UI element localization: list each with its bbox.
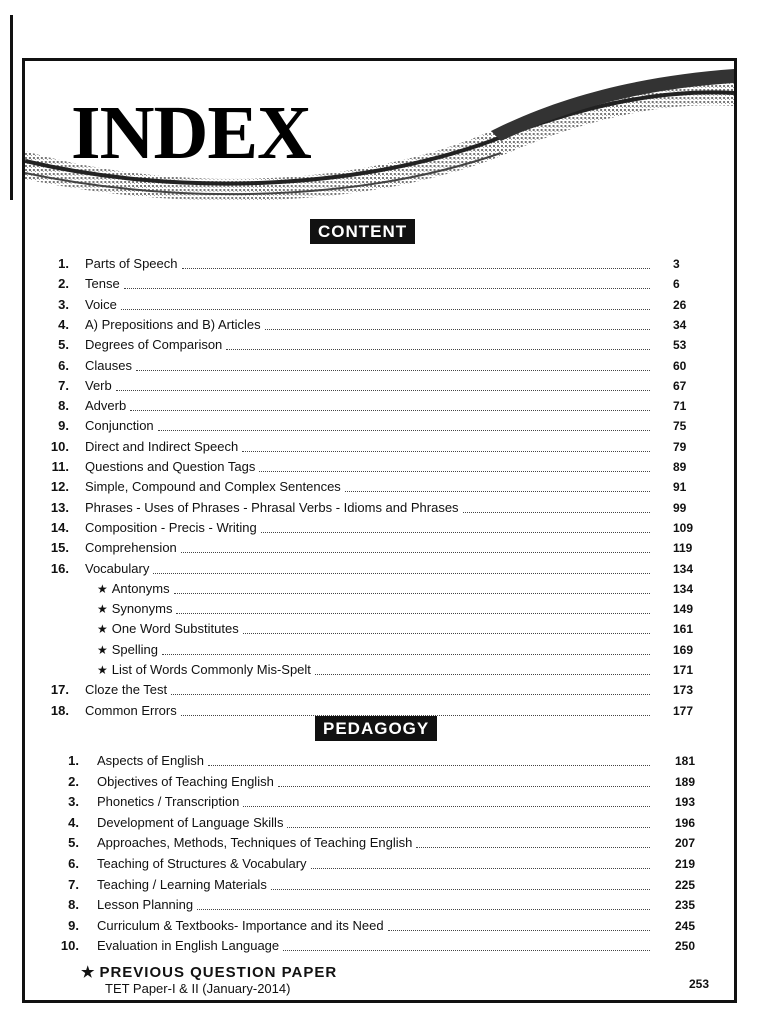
- index-entry: [25, 772, 734, 792]
- entry-label-text: Curriculum & Textbooks- Importance and its Need: [97, 917, 384, 933]
- entry-page-number: 189: [675, 774, 696, 789]
- entry-number: 10.: [50, 438, 69, 454]
- entry-label: [97, 640, 158, 660]
- entry-page-number: 6: [673, 277, 680, 292]
- star-icon: ★: [97, 602, 108, 617]
- entry-label: [97, 813, 283, 833]
- entry-label: [85, 477, 341, 497]
- index-entry: [25, 274, 734, 294]
- index-entry: [25, 833, 734, 853]
- leader-dots: [176, 613, 650, 614]
- entry-label-text: Cloze the Test: [85, 682, 168, 698]
- leader-dots: [259, 471, 650, 472]
- entry-page-number: 149: [673, 602, 694, 617]
- leader-dots: [315, 674, 650, 675]
- index-entry: [25, 875, 734, 895]
- entry-page-number: 89: [673, 460, 687, 474]
- entry-number: 5.: [68, 835, 79, 851]
- entry-label-text: Teaching of Structures & Vocabulary: [97, 856, 307, 871]
- index-entry: [25, 315, 734, 335]
- entry-label: [97, 854, 307, 874]
- star-icon: ★: [81, 964, 96, 981]
- entry-label: [85, 498, 459, 518]
- entry-number: 1.: [68, 753, 79, 768]
- entry-label: [85, 254, 178, 274]
- index-entry: [25, 895, 734, 915]
- entry-label-text: Phrases - Uses of Phrases - Phrasal Verbs - Idioms and Phrases: [85, 499, 459, 515]
- index-entry: [25, 854, 734, 874]
- entry-page-number: 119: [673, 541, 693, 556]
- entry-label-text: Composition - Precis - Writing: [85, 519, 257, 535]
- index-entry: [25, 751, 734, 771]
- index-entry: [25, 813, 734, 833]
- entry-label-text: Synonyms: [111, 601, 173, 617]
- index-entry: [25, 559, 734, 579]
- entry-label: [97, 916, 384, 936]
- entry-label: [85, 538, 177, 558]
- entry-label: [85, 356, 132, 376]
- index-entry: [25, 295, 734, 315]
- entry-label-text: Direct and Indirect Speech: [85, 438, 239, 454]
- entry-label-text: Teaching / Learning Materials: [97, 876, 267, 892]
- entry-label: [85, 376, 112, 396]
- index-entry: [25, 477, 734, 497]
- index-entry: [25, 916, 734, 936]
- entry-label-text: Development of Language Skills: [97, 814, 284, 830]
- section-heading-content: CONTENT: [310, 219, 415, 244]
- entry-number: 2.: [58, 276, 69, 292]
- index-entry: [25, 518, 734, 538]
- entry-page-number: 34: [673, 317, 687, 332]
- leader-dots: [243, 633, 650, 634]
- previous-paper-heading: [81, 963, 337, 981]
- index-entry: [25, 538, 734, 558]
- entry-label-text: Degrees of Comparison: [85, 337, 223, 353]
- entry-label-text: Voice: [85, 296, 117, 312]
- entry-label-text: Vocabulary: [85, 560, 150, 576]
- entry-page-number: 71: [673, 399, 687, 414]
- entry-page-number: 250: [675, 939, 696, 954]
- entry-label-text: Conjunction: [85, 418, 154, 434]
- entry-number: 10.: [60, 938, 79, 954]
- entry-number: 3.: [58, 296, 69, 312]
- leader-dots: [243, 806, 650, 807]
- entry-label-text: Simple, Compound and Complex Sentences: [85, 479, 341, 495]
- index-entry: [25, 660, 734, 680]
- entry-number: 17.: [50, 682, 69, 698]
- entry-label-text: Evaluation in English Language: [97, 938, 280, 954]
- entry-label: [85, 315, 261, 335]
- entry-number: 13.: [50, 499, 69, 515]
- entry-label: [85, 518, 257, 538]
- leader-dots: [242, 451, 650, 452]
- entry-page-number: 173: [673, 683, 694, 698]
- entry-number: 15.: [50, 540, 69, 556]
- entry-label-text: Verb: [85, 377, 112, 393]
- entry-number: 6.: [68, 856, 79, 871]
- leader-dots: [162, 654, 650, 655]
- star-icon: ★: [97, 663, 108, 677]
- leader-dots: [174, 593, 650, 594]
- entry-label-text: One Word Substitutes: [111, 621, 239, 637]
- entry-number: 6.: [58, 357, 69, 373]
- entry-label-text: Parts of Speech: [85, 256, 178, 271]
- index-entry: [25, 936, 734, 956]
- leader-dots: [121, 309, 650, 310]
- entry-page-number: 207: [675, 836, 696, 851]
- entry-label: [97, 772, 274, 792]
- entry-number: 7.: [68, 876, 79, 892]
- leader-dots: [345, 491, 650, 492]
- leader-dots: [171, 694, 650, 695]
- entry-page-number: 53: [673, 338, 687, 353]
- page-title: INDEX: [71, 91, 311, 175]
- leader-dots: [124, 288, 650, 289]
- entry-label: [85, 701, 177, 721]
- index-entry: [25, 396, 734, 416]
- entry-number: 11.: [51, 459, 69, 474]
- entry-label-text: List of Words Commonly Mis-Spelt: [111, 662, 311, 677]
- entry-page-number: 245: [675, 918, 696, 933]
- leader-dots: [226, 349, 650, 350]
- entry-label: [97, 579, 170, 599]
- leader-dots: [197, 909, 650, 910]
- leader-dots: [116, 390, 650, 391]
- entry-page-number: 177: [673, 703, 694, 718]
- entry-label-text: Common Errors: [85, 702, 177, 718]
- index-entry: [25, 680, 734, 700]
- entry-number: 16.: [50, 560, 69, 576]
- leader-dots: [283, 950, 650, 951]
- entry-page-number: 193: [675, 795, 696, 810]
- index-entry: [25, 619, 734, 639]
- index-entry: [25, 792, 734, 812]
- index-page: [22, 58, 737, 1003]
- leader-dots: [416, 847, 650, 848]
- entry-page-number: 196: [675, 815, 696, 830]
- entry-label-text: Aspects of English: [97, 753, 204, 768]
- index-entry: [25, 498, 734, 518]
- leader-dots: [130, 410, 650, 411]
- entry-page-number: 235: [675, 898, 696, 913]
- entry-number: 14.: [50, 519, 69, 535]
- entry-label: [97, 875, 267, 895]
- entry-page-number: 134: [673, 581, 694, 596]
- entry-label: [97, 619, 239, 639]
- leader-dots: [182, 268, 650, 269]
- leader-dots: [388, 930, 650, 931]
- entry-label-text: Phonetics / Transcription: [97, 794, 240, 810]
- entry-page-number: 75: [673, 419, 687, 434]
- entry-label: [97, 792, 239, 812]
- leader-dots: [153, 573, 650, 574]
- entry-page-number: 219: [675, 857, 696, 871]
- index-entry: [25, 416, 734, 436]
- page-edge-mark: [10, 15, 13, 200]
- leader-dots: [287, 827, 650, 828]
- entry-label-text: Approaches, Methods, Techniques of Teaching English: [97, 835, 413, 851]
- leader-dots: [463, 512, 650, 513]
- previous-paper-subtitle: TET Paper-I & II (January-2014): [105, 981, 291, 996]
- entry-number: 3.: [68, 794, 79, 810]
- index-entry: [25, 254, 734, 274]
- entry-page-number: 26: [673, 297, 687, 312]
- entry-label-text: Questions and Question Tags: [85, 459, 256, 474]
- entry-label-text: Adverb: [85, 398, 127, 414]
- entry-page-number: 91: [673, 480, 687, 495]
- entry-page-number: 109: [673, 520, 694, 535]
- previous-paper-page: 253: [689, 977, 710, 991]
- entry-label: [85, 437, 238, 457]
- leader-dots: [158, 430, 650, 431]
- entry-number: 4.: [58, 316, 69, 332]
- entry-page-number: 60: [673, 358, 687, 373]
- leader-dots: [265, 329, 650, 330]
- index-entry: [25, 356, 734, 376]
- index-entry: [25, 376, 734, 396]
- entry-page-number: 181: [675, 754, 696, 768]
- entry-page-number: 225: [675, 877, 696, 892]
- entry-label: [97, 751, 204, 771]
- index-entry: [25, 437, 734, 457]
- entry-label-text: Clauses: [85, 357, 132, 373]
- leader-dots: [136, 370, 650, 371]
- index-entry: [25, 640, 734, 660]
- previous-paper-label: PREVIOUS QUESTION PAPER: [99, 964, 338, 981]
- index-entry: [25, 457, 734, 477]
- entry-number: 9.: [68, 917, 79, 933]
- entry-number: 7.: [58, 377, 69, 393]
- entry-label-text: A) Prepositions and B) Articles: [85, 316, 261, 332]
- entry-label: [85, 416, 154, 436]
- entry-number: 9.: [58, 418, 69, 434]
- entry-label: [97, 660, 311, 680]
- leader-dots: [278, 786, 650, 787]
- entry-label-text: Antonyms: [111, 580, 170, 596]
- entry-number: 1.: [58, 256, 69, 271]
- star-icon: ★: [97, 642, 108, 657]
- leader-dots: [271, 889, 650, 890]
- entry-page-number: 134: [673, 561, 694, 576]
- leader-dots: [208, 765, 650, 766]
- entry-page-number: 67: [673, 378, 687, 393]
- entry-label: [97, 936, 279, 956]
- entry-page-number: 161: [673, 622, 694, 637]
- section-heading-pedagogy: PEDAGOGY: [315, 716, 437, 741]
- entry-number: 12.: [50, 479, 69, 495]
- entry-label: [85, 335, 222, 355]
- entry-label: [85, 274, 120, 294]
- star-icon: ★: [97, 622, 108, 637]
- entry-page-number: 169: [673, 642, 694, 657]
- leader-dots: [261, 532, 650, 533]
- entry-label: [85, 559, 149, 579]
- entry-label-text: Lesson Planning: [97, 897, 194, 913]
- entry-number: 8.: [68, 897, 79, 913]
- entry-label: [97, 599, 172, 619]
- leader-dots: [181, 552, 650, 553]
- entry-label-text: Tense: [85, 276, 120, 292]
- leader-dots: [311, 868, 650, 869]
- entry-page-number: 3: [673, 257, 680, 271]
- star-icon: ★: [97, 581, 108, 596]
- entry-label: [97, 895, 193, 915]
- entry-label: [85, 680, 167, 700]
- entry-number: 18.: [50, 702, 69, 718]
- index-entry: [25, 599, 734, 619]
- entry-number: 8.: [58, 398, 69, 414]
- entry-number: 5.: [58, 337, 69, 353]
- entry-label-text: Objectives of Teaching English: [97, 773, 274, 789]
- entry-number: 2.: [68, 773, 79, 789]
- entry-label-text: Spelling: [111, 641, 159, 657]
- entry-label-text: Comprehension: [85, 540, 177, 556]
- entry-page-number: 79: [673, 439, 687, 454]
- entry-page-number: 171: [673, 663, 694, 677]
- index-entry: [25, 335, 734, 355]
- index-entry: [25, 579, 734, 599]
- entry-label: [85, 457, 255, 477]
- entry-number: 4.: [68, 814, 79, 830]
- entry-label: [85, 295, 117, 315]
- entry-label: [85, 396, 126, 416]
- entry-page-number: 99: [673, 500, 687, 515]
- entry-label: [97, 833, 412, 853]
